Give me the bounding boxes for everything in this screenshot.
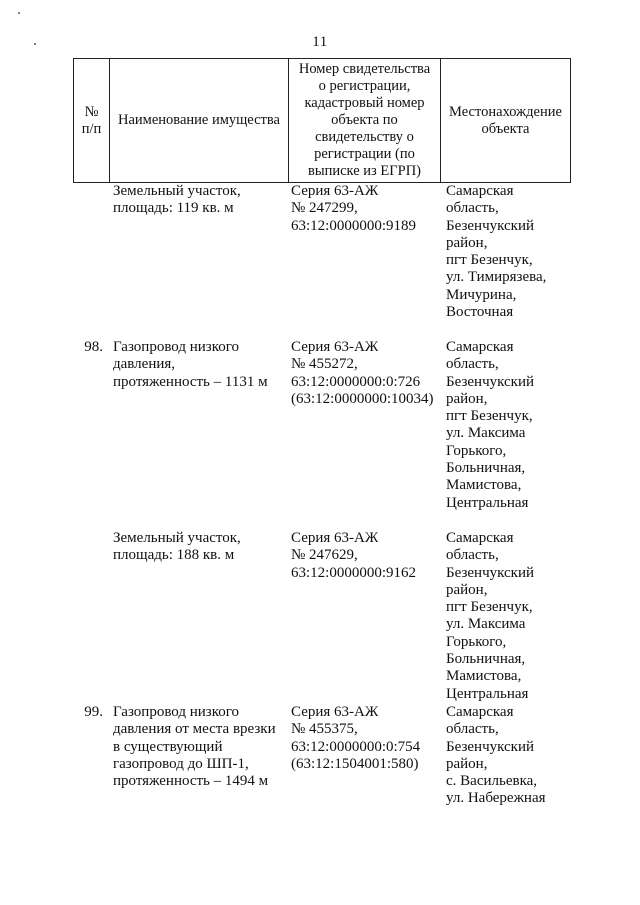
text-line: Безенчукский — [446, 738, 535, 755]
text-line: Мамистова, — [446, 668, 522, 685]
text-line: Местонахождение — [449, 103, 562, 120]
text-line: Земельный участок, — [113, 530, 241, 546]
text-line: регистрации (по — [314, 146, 415, 162]
text-line: ул. Тимирязева, — [446, 269, 547, 286]
property-name — [113, 339, 283, 391]
text-line: район, — [446, 755, 488, 772]
page-number: 11 — [312, 34, 328, 50]
text-line: № — [84, 103, 99, 120]
property-location — [446, 704, 571, 808]
text-line: Серия 63-АЖ — [291, 339, 379, 355]
text-line: объекта по — [331, 112, 398, 128]
text-line: Серия 63-АЖ — [291, 704, 379, 720]
text-line: ул. Максима — [446, 425, 526, 442]
text-line: Самарская — [446, 183, 514, 199]
text-line: Безенчукский — [446, 564, 535, 581]
certificate-number — [291, 339, 441, 408]
text-line: с. Васильевка, — [446, 773, 538, 790]
text-line: № 455272, — [291, 356, 358, 373]
text-line: газопровод до ШП-1, — [113, 755, 249, 772]
property-location — [446, 339, 571, 512]
text-line: Серия 63-АЖ — [291, 530, 379, 546]
header-property-name — [110, 59, 289, 182]
text-line: о регистрации, — [318, 78, 411, 94]
text-line: (63:12:1504001:580) — [291, 755, 419, 772]
text-line: кадастровый номер — [304, 95, 425, 111]
text-line: 63:12:0000000:0:726 — [291, 373, 421, 390]
text-line: Горького, — [446, 633, 507, 650]
text-line: район, — [446, 390, 488, 407]
text-line: район, — [446, 234, 488, 251]
header-property-name-lines — [118, 112, 280, 129]
property-name — [113, 704, 283, 790]
text-line: область, — [446, 356, 499, 373]
header-certificate-lines — [299, 61, 430, 180]
text-line: Безенчукский — [446, 373, 535, 390]
text-line: Центральная — [446, 685, 529, 702]
text-line: площадь: 188 кв. м — [113, 547, 235, 564]
row-number: 98. — [84, 339, 103, 355]
text-line: Восточная — [446, 304, 514, 321]
text-line: свидетельству о — [315, 129, 414, 145]
text-line: № 247299, — [291, 200, 358, 217]
text-line: объекта — [481, 120, 530, 137]
text-line: Мамистова, — [446, 477, 522, 494]
text-line: Самарская — [446, 704, 514, 720]
text-line: область, — [446, 200, 499, 217]
text-line: пгт Безенчук, — [446, 252, 533, 269]
text-line: (63:12:0000000:10034) — [291, 390, 434, 407]
header-location — [441, 59, 570, 182]
certificate-number — [291, 183, 441, 235]
text-line: Горького, — [446, 442, 507, 459]
property-location — [446, 530, 571, 703]
header-number-lines — [82, 104, 102, 138]
property-location — [446, 183, 571, 321]
text-line: Самарская — [446, 530, 514, 546]
text-line: район, — [446, 581, 488, 598]
text-line: Номер свидетельства — [298, 61, 431, 77]
text-line: ул. Набережная — [446, 790, 546, 807]
text-line: ул. Максима — [446, 616, 526, 633]
text-line: площадь: 119 кв. м — [113, 200, 234, 217]
header-certificate — [289, 59, 441, 182]
text-line: Серия 63-АЖ — [291, 183, 379, 199]
text-line: область, — [446, 721, 499, 738]
text-line: Наименование имущества — [118, 112, 280, 128]
text-line: Газопровод низкого — [113, 704, 240, 720]
text-line: Безенчукский — [446, 217, 535, 234]
text-line: в существующий — [113, 738, 223, 755]
certificate-number — [291, 704, 441, 773]
text-line: 63:12:0000000:9189 — [291, 217, 417, 234]
text-line: № 455375, — [291, 721, 358, 738]
text-line: п/п — [81, 120, 102, 137]
text-line: Земельный участок, — [113, 183, 241, 199]
text-line: пгт Безенчук, — [446, 599, 533, 616]
text-line: Больничная, — [446, 460, 526, 477]
text-line: Самарская — [446, 339, 514, 355]
scan-speck — [18, 12, 20, 14]
text-line: выписке из ЕГРП) — [307, 163, 421, 179]
certificate-number — [291, 530, 441, 582]
text-line: давления от места врезки — [113, 721, 276, 738]
header-location-lines — [449, 104, 562, 138]
text-line: давления, — [113, 356, 176, 373]
text-line: 63:12:0000000:9162 — [291, 564, 417, 581]
text-line: протяженность – 1131 м — [113, 373, 268, 390]
text-line: Центральная — [446, 494, 529, 511]
row-number: 99. — [84, 704, 103, 720]
text-line: пгт Безенчук, — [446, 408, 533, 425]
text-line: протяженность – 1494 м — [113, 773, 269, 790]
table-header — [73, 58, 571, 183]
property-name — [113, 530, 283, 565]
property-name — [113, 183, 283, 218]
text-line: № 247629, — [291, 547, 358, 564]
text-line: область, — [446, 547, 499, 564]
header-number — [74, 59, 110, 182]
text-line: Газопровод низкого — [113, 339, 240, 355]
text-line: Мичурина, — [446, 286, 517, 303]
text-line: Больничная, — [446, 651, 526, 668]
text-line: 63:12:0000000:0:754 — [291, 738, 421, 755]
